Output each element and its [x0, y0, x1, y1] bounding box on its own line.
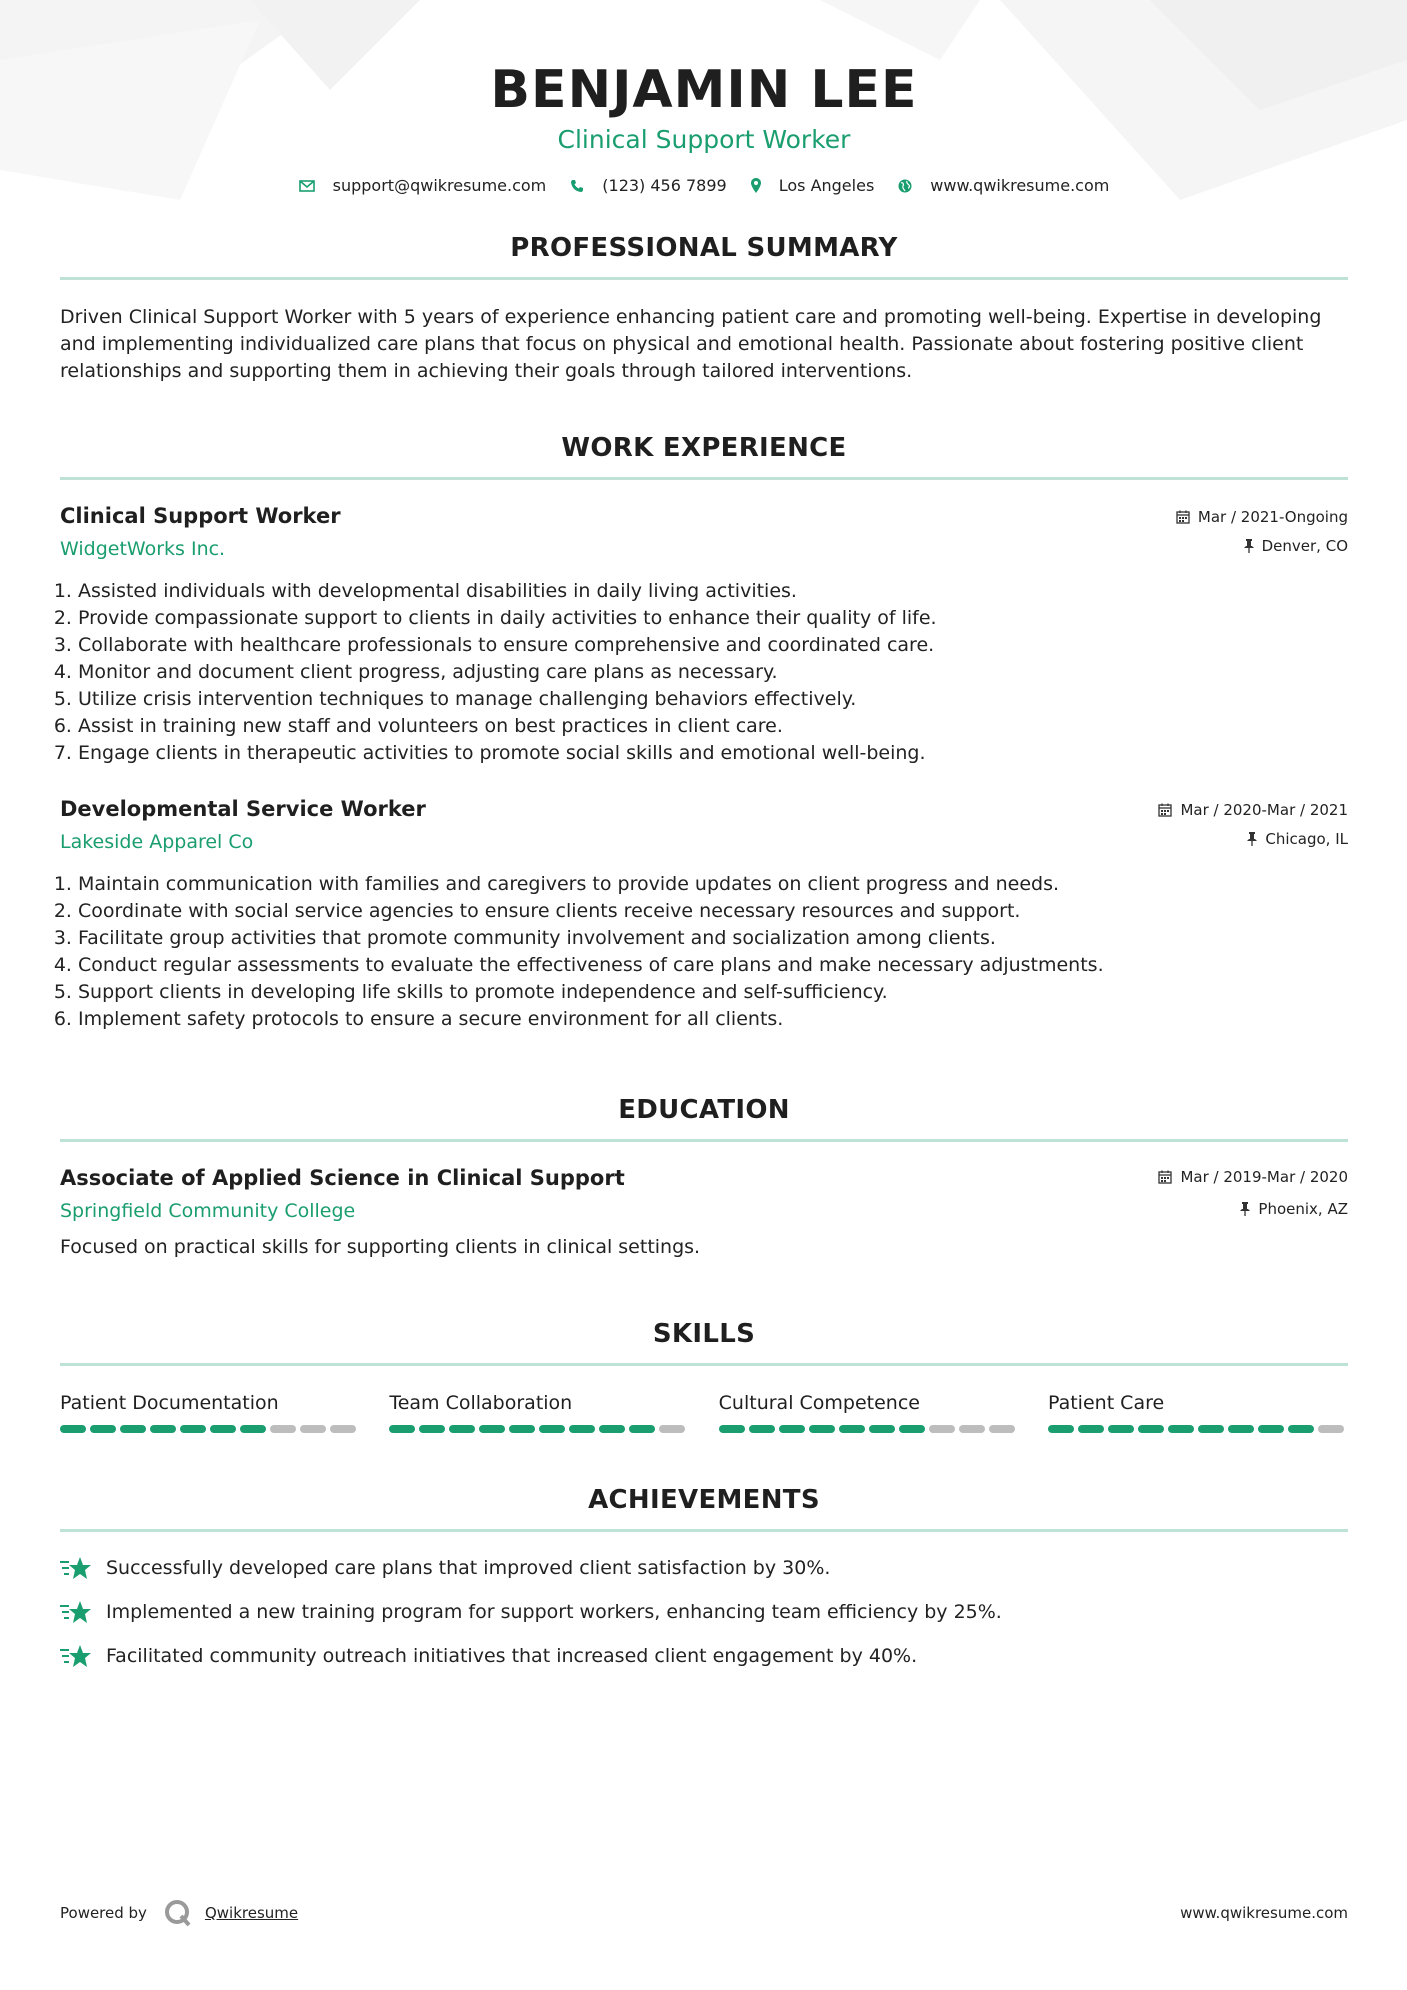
skill-level-bar: [1048, 1425, 1348, 1433]
star-icon: [60, 1643, 92, 1669]
skill-segment-filled: [1048, 1425, 1074, 1433]
contact-email[interactable]: [299, 176, 547, 195]
list-item: 6. Implement safety protocols to ensure a secure environment for all clients.: [78, 1006, 1348, 1033]
calendar-icon: [1176, 510, 1190, 524]
skill-name: Patient Care: [1047, 1392, 1165, 1414]
experience-section: [60, 433, 1348, 1033]
skill-segment-filled: [419, 1425, 445, 1433]
list-item: 5. Utilize crisis intervention techniques to manage challenging behaviors effectively.: [78, 686, 1348, 713]
list-item: 3. Collaborate with healthcare professionals to ensure comprehensive and coordinated care.: [78, 632, 1348, 659]
location-text: Denver, CO: [1261, 537, 1348, 555]
skill-segment-filled: [779, 1425, 805, 1433]
list-item: 2. Provide compassionate support to clients in daily activities to enhance their quality of life.: [78, 605, 1348, 632]
dates-text: Mar / 2021-Ongoing: [1197, 508, 1348, 526]
location-text: Phoenix, AZ: [1258, 1200, 1348, 1218]
pushpin-icon: [1247, 832, 1257, 846]
list-item: 3. Facilitate group activities that promote community involvement and socialization among clients.: [78, 925, 1348, 952]
list-item: 1. Maintain communication with families and caregivers to provide updates on client progress and needs.: [78, 871, 1348, 898]
skill-segment-empty: [989, 1425, 1015, 1433]
skill-name: Cultural Competence: [718, 1392, 920, 1414]
skill-segment-empty: [330, 1425, 356, 1433]
achievement-text: Facilitated community outreach initiatives that increased client engagement by 40%.: [106, 1645, 918, 1667]
skill-segment-filled: [479, 1425, 505, 1433]
skill-item: [1048, 1392, 1348, 1433]
summary-section: [60, 233, 1348, 385]
skill-segment-filled: [1288, 1425, 1314, 1433]
powered-by-label: Powered by: [60, 1904, 147, 1922]
skills-section: [60, 1319, 1348, 1433]
resume-page: [60, 0, 1348, 1678]
education-location: [1158, 1200, 1348, 1218]
globe-icon: [898, 179, 912, 193]
achievements-heading: ACHIEVEMENTS: [588, 1485, 820, 1515]
contact-phone[interactable]: [570, 176, 726, 195]
skill-segment-filled: [90, 1425, 116, 1433]
skill-segment-filled: [449, 1425, 475, 1433]
education-dates: [1158, 1168, 1348, 1186]
skill-segment-empty: [1318, 1425, 1344, 1433]
candidate-name: BENJAMIN LEE: [490, 60, 918, 120]
list-item: [60, 1546, 1348, 1590]
skill-segment-filled: [599, 1425, 625, 1433]
skill-segment-filled: [749, 1425, 775, 1433]
envelope-icon: [299, 180, 315, 192]
location-text: Los Angeles: [778, 176, 875, 195]
summary-heading: PROFESSIONAL SUMMARY: [510, 233, 898, 263]
list-item: 4. Conduct regular assessments to evaluate the effectiveness of care plans and make necessary adjustments.: [78, 952, 1348, 979]
skill-segment-filled: [1078, 1425, 1104, 1433]
skill-segment-filled: [899, 1425, 925, 1433]
section-divider: [60, 477, 1348, 480]
skill-segment-empty: [300, 1425, 326, 1433]
calendar-icon: [1158, 803, 1172, 817]
education-section: [60, 1095, 1348, 1261]
skill-name: Patient Documentation: [60, 1392, 279, 1414]
skill-segment-empty: [270, 1425, 296, 1433]
skill-segment-filled: [120, 1425, 146, 1433]
location-text: Chicago, IL: [1265, 830, 1348, 848]
qwikresume-logo-icon: [163, 1898, 193, 1928]
skill-segment-filled: [719, 1425, 745, 1433]
star-icon: [60, 1599, 92, 1625]
skill-level-bar: [389, 1425, 689, 1433]
email-text: support@qwikresume.com: [332, 176, 547, 195]
skill-item: [389, 1392, 689, 1433]
achievement-text: Implemented a new training program for support workers, enhancing team efficiency by 25%.: [106, 1601, 1002, 1623]
skill-segment-filled: [1228, 1425, 1254, 1433]
calendar-icon: [1158, 1170, 1172, 1184]
map-pin-icon: [751, 178, 761, 193]
job-location: [1176, 537, 1348, 555]
list-item: 6. Assist in training new staff and volunteers on best practices in client care.: [78, 713, 1348, 740]
skill-segment-filled: [389, 1425, 415, 1433]
skill-level-bar: [719, 1425, 1019, 1433]
skill-segment-filled: [240, 1425, 266, 1433]
skill-segment-filled: [1198, 1425, 1224, 1433]
resume-header: [60, 0, 1348, 195]
skill-segment-filled: [539, 1425, 565, 1433]
skill-item: [719, 1392, 1019, 1433]
job-title: Developmental Service Worker: [60, 797, 426, 821]
skill-segment-filled: [1108, 1425, 1134, 1433]
education-description: Focused on practical skills for supporting clients in clinical settings.: [60, 1236, 701, 1258]
skill-segment-empty: [659, 1425, 685, 1433]
company-name: WidgetWorks Inc.: [60, 538, 226, 560]
achievements-section: [60, 1485, 1348, 1678]
skill-segment-filled: [60, 1425, 86, 1433]
education-heading: EDUCATION: [618, 1095, 790, 1125]
job-location: [1158, 830, 1348, 848]
skill-segment-filled: [1168, 1425, 1194, 1433]
degree-title: Associate of Applied Science in Clinical Support: [60, 1166, 625, 1190]
skill-segment-filled: [809, 1425, 835, 1433]
skill-segment-empty: [959, 1425, 985, 1433]
contact-location: [751, 176, 875, 195]
section-divider: [60, 1529, 1348, 1532]
candidate-title: Clinical Support Worker: [557, 125, 851, 154]
phone-text: (123) 456 7899: [602, 176, 727, 195]
dates-text: Mar / 2019-Mar / 2020: [1180, 1168, 1348, 1186]
list-item: 2. Coordinate with social service agencies to ensure clients receive necessary resources and support.: [78, 898, 1348, 925]
page-footer: [60, 1898, 1348, 1928]
education-meta: [1158, 1166, 1348, 1218]
job-entry: [60, 797, 1348, 1033]
skill-segment-empty: [929, 1425, 955, 1433]
skill-segment-filled: [1258, 1425, 1284, 1433]
skill-segment-filled: [180, 1425, 206, 1433]
pushpin-icon: [1240, 1202, 1250, 1216]
job-title: Clinical Support Worker: [60, 504, 341, 528]
company-name: Lakeside Apparel Co: [60, 831, 254, 853]
skill-level-bar: [60, 1425, 360, 1433]
list-item: 5. Support clients in developing life skills to promote independence and self-sufficiency.: [78, 979, 1348, 1006]
education-entry: [60, 1166, 1348, 1261]
contact-bar: [60, 176, 1348, 195]
skills-heading: SKILLS: [652, 1319, 756, 1349]
school-name: Springfield Community College: [60, 1200, 356, 1222]
skill-segment-filled: [150, 1425, 176, 1433]
achievement-list: [60, 1546, 1348, 1678]
skill-segment-filled: [839, 1425, 865, 1433]
star-icon: [60, 1555, 92, 1581]
job-meta: [1176, 504, 1348, 555]
list-item: [60, 1634, 1348, 1678]
skill-item: [60, 1392, 360, 1433]
website-text: www.qwikresume.com: [930, 176, 1110, 195]
skill-name: Team Collaboration: [389, 1392, 573, 1414]
duty-list: [60, 578, 1348, 767]
skill-segment-filled: [629, 1425, 655, 1433]
dates-text: Mar / 2020-Mar / 2021: [1180, 801, 1348, 819]
list-item: [60, 1590, 1348, 1634]
job-entry: [60, 504, 1348, 767]
duty-list: [60, 871, 1348, 1033]
section-divider: [60, 277, 1348, 280]
job-meta: [1158, 797, 1348, 848]
summary-text: Driven Clinical Support Worker with 5 years of experience enhancing patient care and promoting well-being. Expertise in developing and implementing individualized care plans that focus on physical and emotional health. Passionate about fostering positive client relationships and supporting them in achieving their goals through tailored interventions.: [60, 306, 1322, 382]
skill-segment-filled: [569, 1425, 595, 1433]
achievement-text: Successfully developed care plans that improved client satisfaction by 30%.: [106, 1557, 831, 1579]
job-dates: [1158, 801, 1348, 819]
experience-heading: WORK EXPERIENCE: [561, 433, 847, 463]
list-item: 7. Engage clients in therapeutic activities to promote social skills and emotional well-being.: [78, 740, 1348, 767]
job-dates: [1176, 508, 1348, 526]
section-divider: [60, 1139, 1348, 1142]
pushpin-icon: [1244, 539, 1254, 553]
section-divider: [60, 1363, 1348, 1366]
skill-segment-filled: [509, 1425, 535, 1433]
list-item: 4. Monitor and document client progress, adjusting care plans as necessary.: [78, 659, 1348, 686]
skill-segment-filled: [210, 1425, 236, 1433]
powered-by: [60, 1898, 298, 1928]
phone-icon: [570, 179, 584, 193]
skill-segment-filled: [1138, 1425, 1164, 1433]
skill-segment-filled: [869, 1425, 895, 1433]
list-item: 1. Assisted individuals with developmental disabilities in daily living activities.: [78, 578, 1348, 605]
contact-website[interactable]: [898, 176, 1109, 195]
footer-website[interactable]: www.qwikresume.com: [1180, 1904, 1348, 1922]
brand-link[interactable]: Qwikresume: [204, 1904, 299, 1922]
skills-row: [60, 1392, 1348, 1433]
